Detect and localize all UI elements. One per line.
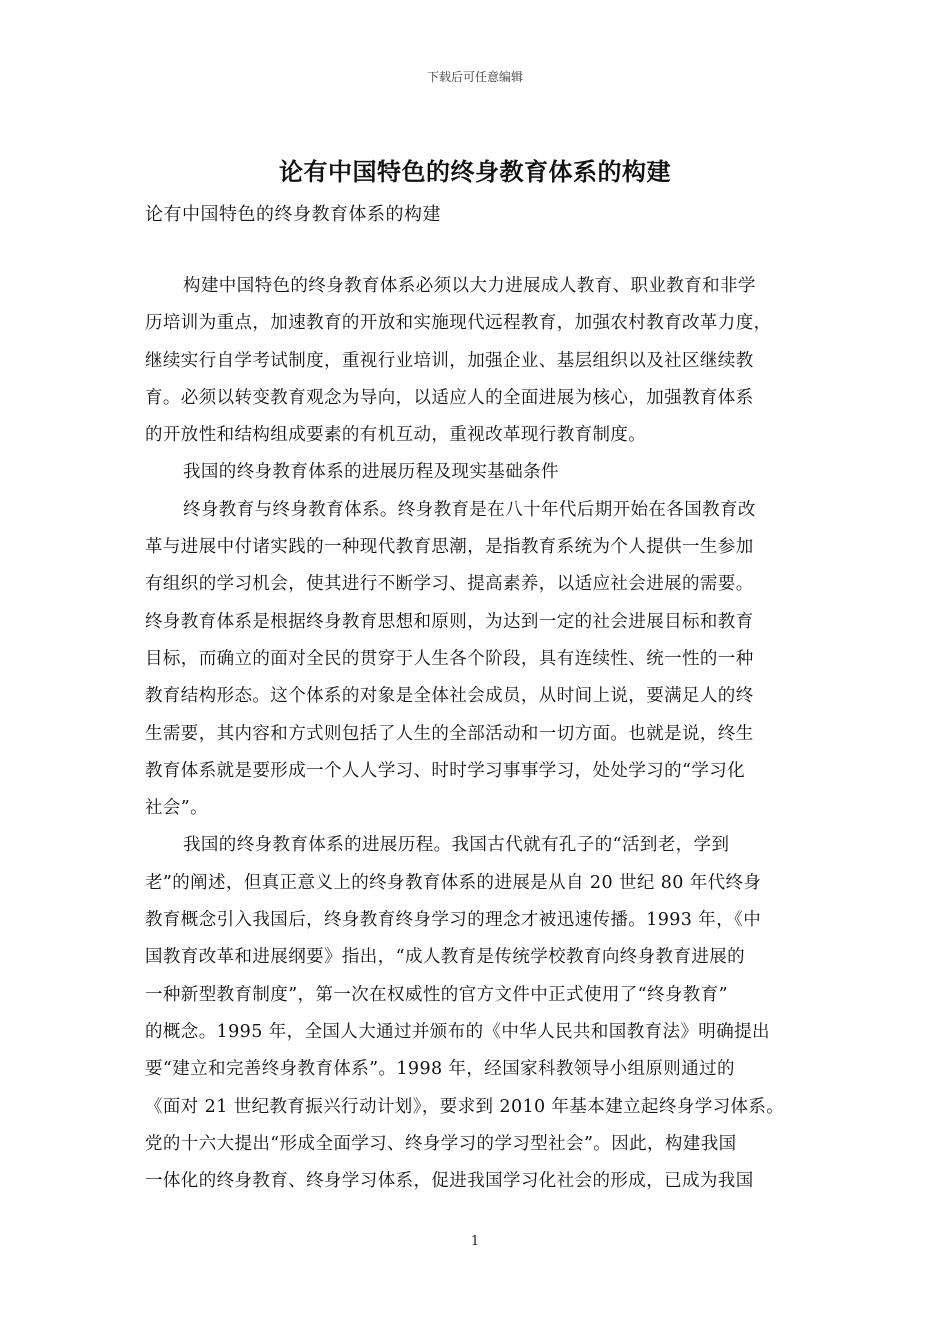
paragraph-line: 有组织的学习机会，使其进行不断学习、提高素养，以适应社会进展的需要。	[145, 574, 754, 595]
paragraph-line: 革与进展中付诸实践的一种现代教育思潮，是指教育系统为个人提供一生参加	[145, 537, 754, 558]
paragraph-line: 《面对 21 世纪教育振兴行动计划》，要求到 2010 年基本建立起终身学习体系。	[145, 1096, 785, 1117]
paragraph-line: 构建中国特色的终身教育体系必须以大力进展成人教育、职业教育和非学	[183, 276, 756, 296]
document-body	[145, 268, 810, 1200]
paragraph-line: 一体化的终身教育、终身学习体系，促进我国学习化社会的形成，已成为我国	[145, 1171, 754, 1192]
paragraph-line: 国教育改革和进展纲要》指出，“成人教育是传统学校教育向终身教育进展的	[145, 947, 746, 968]
paragraph-line: 终身教育体系是根据终身教育思想和原则，为达到一定的社会进展目标和教育	[145, 611, 754, 632]
paragraph-line: 一种新型教育制度”，第一次在权威性的官方文件中正式使用了“终身教育”	[145, 984, 728, 1005]
document-title: 论有中国特色的终身教育体系的构建	[279, 157, 671, 186]
paragraph-line: 生需要，其内容和方式则包括了人生的全部活动和一切方面。也就是说，终生	[145, 723, 754, 744]
paragraph-line: 目标，而确立的面对全民的贯穿于人生各个阶段，具有连续性、统一性的一种	[145, 648, 754, 669]
paragraph-line: 教育体系就是要形成一个人人学习、时时学习事事学习，处处学习的“学习化	[145, 760, 746, 781]
document-subtitle: 论有中国特色的终身教育体系的构建	[145, 204, 441, 225]
paragraph-line: 历培训为重点，加速教育的开放和实施现代远程教育，加强农村教育改革力度，	[145, 313, 772, 334]
paragraph-line: 社会”。	[145, 798, 209, 819]
page-number: 1	[470, 1234, 480, 1249]
paragraph-line: 要“建立和完善终身教育体系”。1998 年，经国家科教领导小组原则通过的	[145, 1059, 735, 1080]
paragraph-line: 我国的终身教育体系的进展历程。我国古代就有孔子的“活到老，学到	[183, 835, 730, 856]
paragraph-line: 终身教育与终身教育体系。终身教育是在八十年代后期开始在各国教育改	[183, 499, 756, 520]
header-note: 下载后可任意编辑	[426, 70, 523, 84]
paragraph-line: 党的十六大提出“形成全面学习、终身学习的学习型社会”。因此，构建我国	[145, 1133, 737, 1154]
paragraph-line: 育。必须以转变教育观念为导向，以适应人的全面进展为核心，加强教育体系	[145, 387, 754, 408]
section-heading: 我国的终身教育体系的进展历程及现实基础条件	[183, 462, 559, 483]
paragraph-line: 老”的阐述，但真正意义上的终身教育体系的进展是从自 20 世纪 80 年代终身	[145, 872, 762, 893]
paragraph-line: 教育概念引入我国后，终身教育终身学习的理念才被迅速传播。1993 年，《中	[145, 910, 762, 931]
paragraph-line: 继续实行自学考试制度，重视行业培训，加强企业、基层组织以及社区继续教	[145, 350, 754, 371]
paragraph-line: 的概念。1995 年，全国人大通过并颁布的《中华人民共和国教育法》明确提出	[145, 1021, 770, 1042]
paragraph-line: 教育结构形态。这个体系的对象是全体社会成员，从时间上说，要满足人的终	[145, 686, 754, 707]
paragraph-line: 的开放性和结构组成要素的有机互动，重视改革现行教育制度。	[145, 425, 647, 446]
